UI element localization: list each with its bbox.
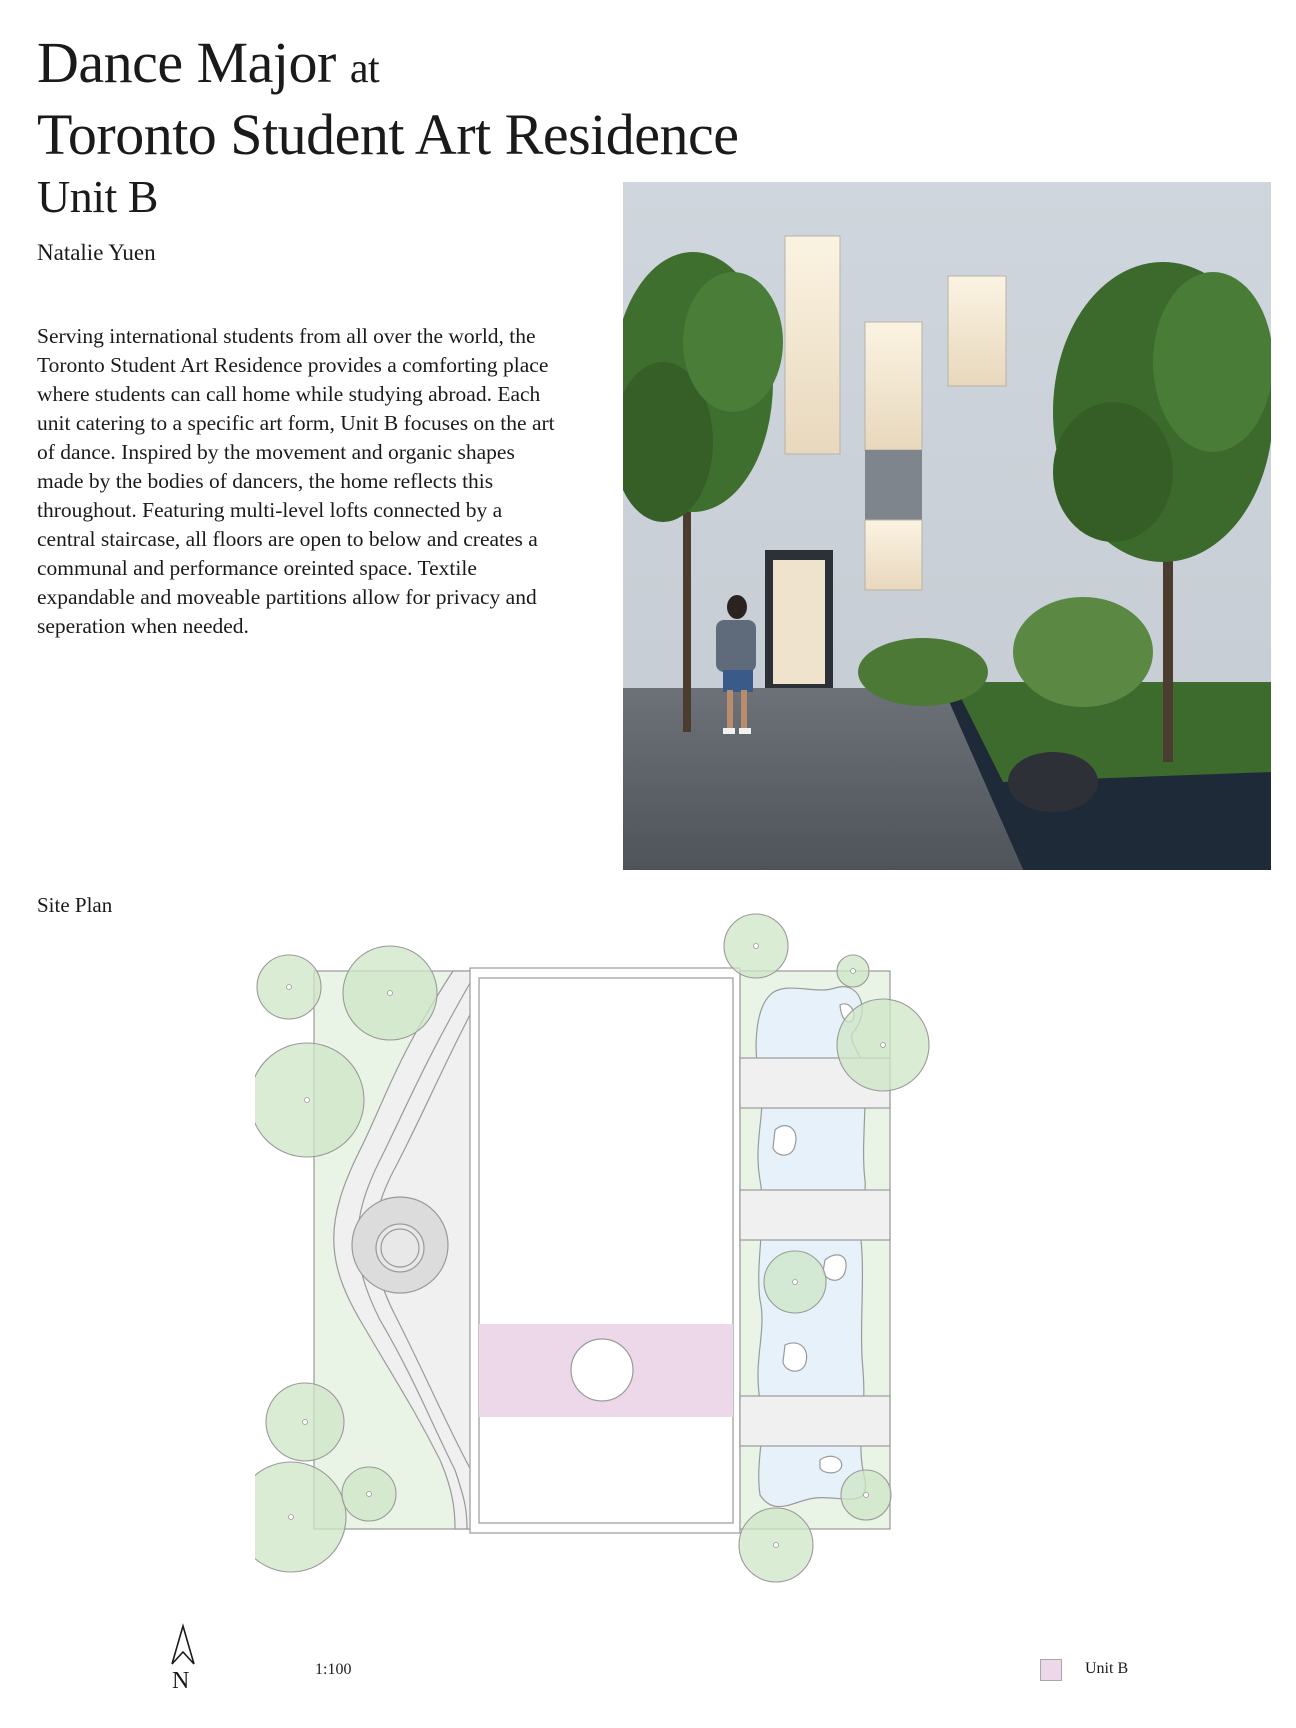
title-line-1 — [37, 30, 380, 95]
legend-swatch-unit-b — [1040, 1659, 1062, 1681]
title-connector: at — [349, 46, 380, 92]
title-main: Dance Major — [37, 30, 336, 95]
author-name: Natalie Yuen — [37, 240, 156, 265]
title-line-2: Toronto Student Art Residence — [37, 102, 739, 167]
site-plan-drawing — [255, 900, 1055, 1660]
legend-label-unit-b: Unit B — [1085, 1660, 1129, 1677]
title-unit: Unit B — [37, 171, 158, 222]
north-label: N — [172, 1668, 190, 1694]
site-plan-label: Site Plan — [37, 893, 113, 917]
exterior-rendering-image — [623, 182, 1271, 870]
project-description: Serving international students from all over the world, the Toronto Student Art Residence provides a comforting place where students can call home while studying abroad. Each unit catering to a specific art form, Unit B focuses on the art of dance. Inspired by the movement and organic shapes made by the bodies of dancers, the home reflects this throughout. Featuring multi-level lofts connected by a central staircase, all floors are open to below and creates a communal and performance oreinted space. Textile expandable and moveable partitions allow for privacy and seperation when needed. — [37, 324, 555, 638]
scale-label: 1:100 — [315, 1661, 352, 1678]
